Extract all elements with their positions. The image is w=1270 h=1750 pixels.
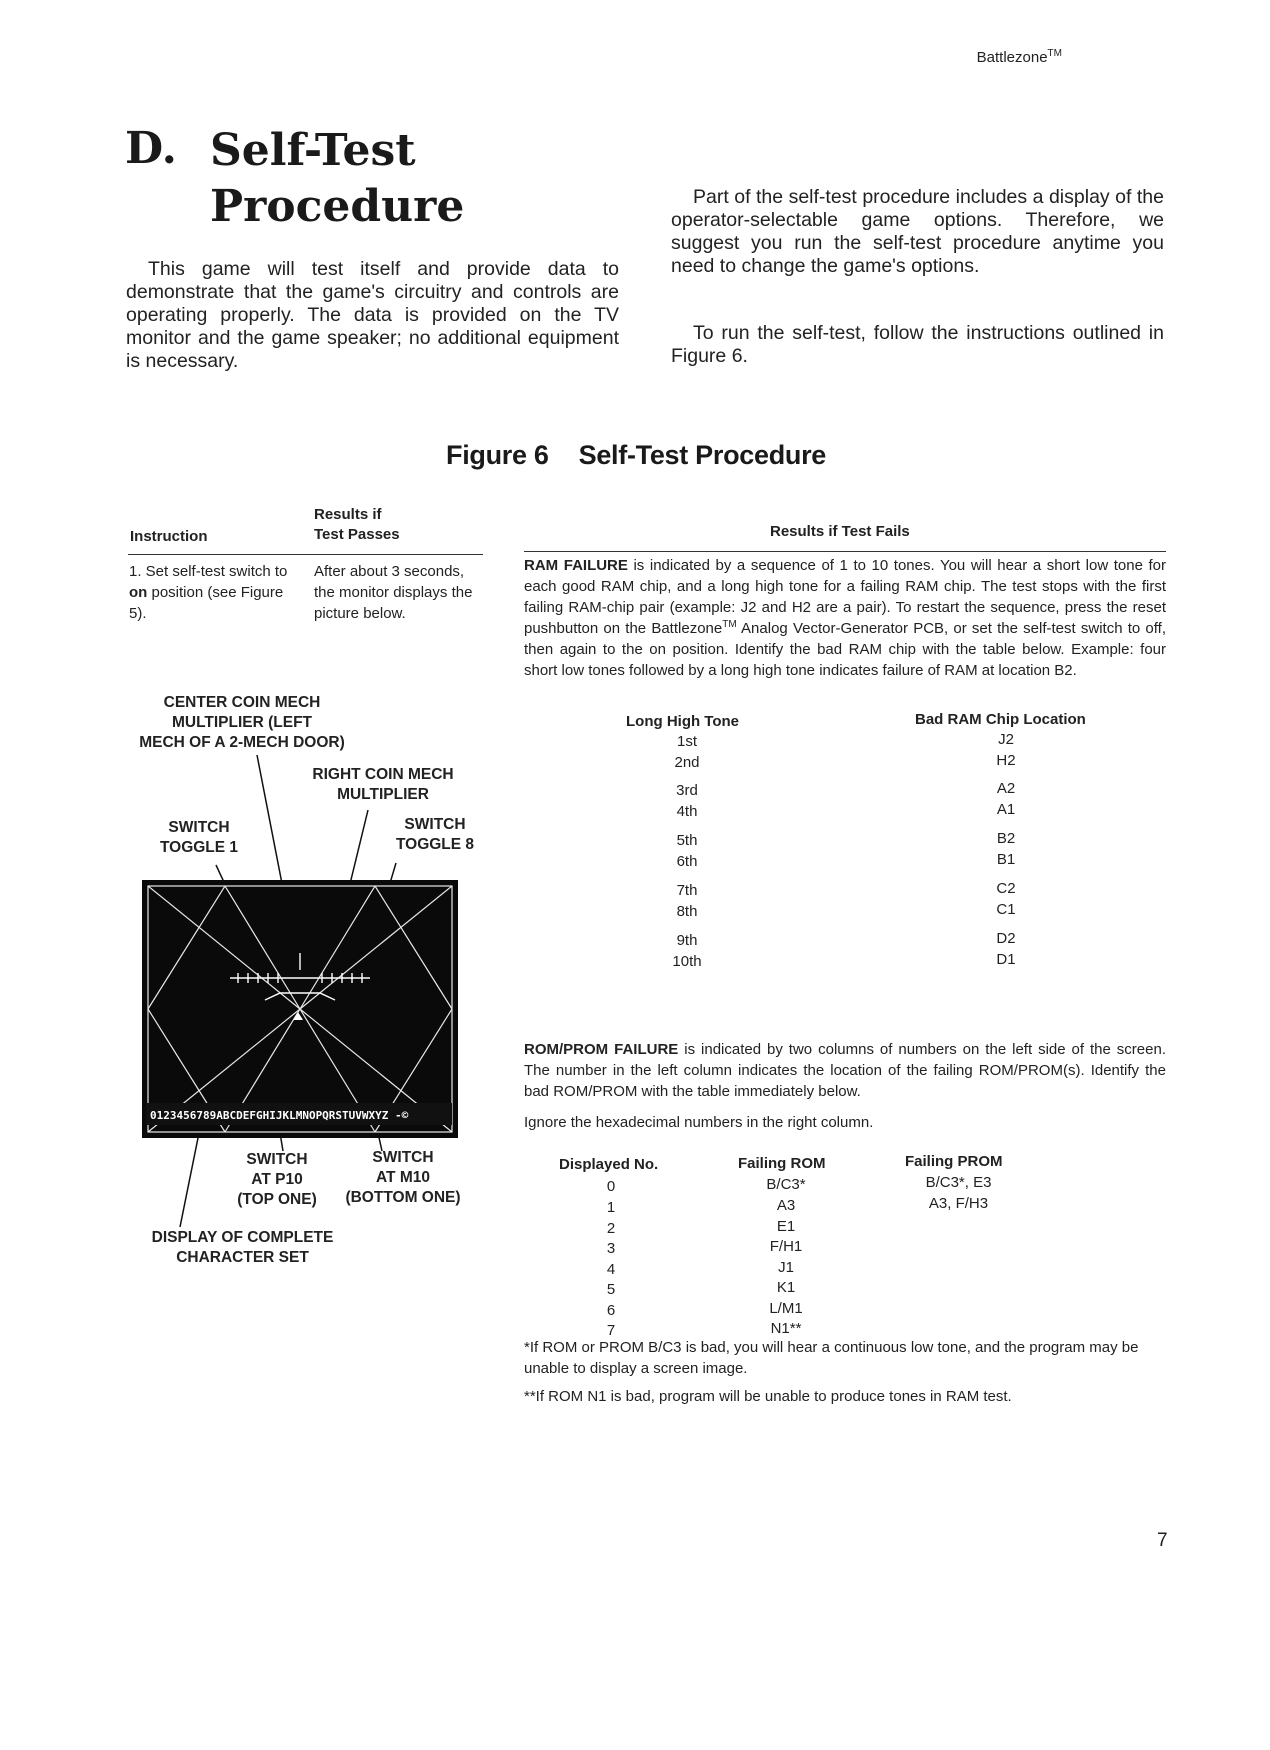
ram-table-header-tone: Long High Tone: [626, 713, 740, 730]
ram-table-location: A1: [996, 801, 1016, 818]
footnote-1: *If ROM or PROM B/C3 is bad, you will hear a continuous low tone, and the program may be unable to display a screen image.: [524, 1339, 1139, 1377]
rom-table-rom: B/C3*: [766, 1176, 806, 1193]
header-rule-left: [128, 554, 483, 555]
running-head-title: Battlezone: [976, 49, 1048, 66]
ram-table-header-location: Bad RAM Chip Location: [915, 711, 1086, 728]
rom-table-rom: F/H1: [769, 1238, 803, 1255]
label-sw8-line1: SWITCH: [404, 816, 466, 833]
ram-table-location: B2: [996, 830, 1016, 847]
rom-table-rom: J1: [778, 1259, 794, 1276]
label-m10-line2: AT M10: [376, 1169, 430, 1186]
ram-table-location: H2: [996, 752, 1016, 769]
intro-right-paragraph-1: Part of the self-test procedure includes a display of the operator-selectable game options. Therefore, we suggest you run the self-test procedure anytime you need to change the game's options.: [671, 186, 1164, 277]
ram-failure-tm: TM: [722, 619, 737, 630]
header-test-passes-line1: Results if: [314, 506, 382, 523]
section-letter: D.: [125, 123, 177, 174]
rom-failure-lead: ROM/PROM FAILURE: [524, 1041, 679, 1058]
header-test-passes: [314, 505, 400, 545]
rom-table-header-prom: Failing PROM: [905, 1153, 1003, 1170]
label-p10-line1: SWITCH: [246, 1151, 308, 1168]
running-head: [977, 48, 1062, 66]
label-right-line2: MULTIPLIER: [337, 786, 429, 803]
rom-table-number: 7: [606, 1322, 616, 1339]
label-sw1-line1: SWITCH: [168, 819, 230, 836]
rom-failure-note: Ignore the hexadecimal numbers in the right column.: [524, 1114, 874, 1131]
label-center-line1: CENTER COIN MECH: [163, 694, 321, 711]
trademark-mark: TM: [1047, 48, 1062, 59]
label-p10-line2: AT P10: [251, 1171, 303, 1188]
ram-table-tone: 7th: [676, 882, 698, 899]
label-right-line1: RIGHT COIN MECH: [312, 766, 454, 783]
rom-table-rom: A3: [776, 1197, 796, 1214]
ram-table-tone: 10th: [672, 953, 702, 970]
rom-table-number: 6: [606, 1302, 616, 1319]
rom-failure-text: is indicated by two columns of numbers on the left side of the screen. The number in the left column indicates the location of the failing ROM/PROM(s). Identify the bad ROM/PROM with the table immediately below.: [524, 1041, 1166, 1100]
label-center-coin-mech: [128, 693, 356, 753]
rom-failure-paragraph: [524, 1039, 1166, 1102]
rom-table-number: 2: [606, 1220, 616, 1237]
intro-left-paragraph: This game will test itself and provide data to demonstrate that the game's circuitry and controls are operating properly. The data is provided on the TV monitor and the game speaker; no additional equipment is necessary.: [126, 258, 619, 372]
rom-table-rom: N1**: [770, 1320, 802, 1337]
header-test-passes-line2: Test Passes: [314, 526, 400, 543]
ram-failure-lead: RAM FAILURE: [524, 557, 628, 574]
rom-table-header-rom: Failing ROM: [738, 1155, 826, 1172]
rom-table-rom: L/M1: [769, 1300, 803, 1317]
rom-table-prom: A3, F/H3: [928, 1195, 989, 1212]
label-p10-line3: (TOP ONE): [237, 1191, 317, 1208]
ram-failure-text-a: is indicated by a sequence of 1 to 10 tones. You will hear a short low tone for each good RAM chip, and a long high tone for a failing RAM chip. The test stops with the first failing RAM-chip pair (example: J2 and H2 are a pair). To restart the sequence, press the reset pushbutton on the Battlezone: [524, 557, 1167, 637]
ram-table-tone: 3rd: [676, 782, 698, 799]
rom-table-rom: E1: [776, 1218, 796, 1235]
figure-caption: Self-Test Procedure: [578, 440, 826, 470]
ram-table-location: D1: [996, 951, 1016, 968]
ram-table-tone: 6th: [676, 853, 698, 870]
ram-table-tone: 1st: [676, 733, 697, 750]
rom-table-header-number: Displayed No.: [559, 1156, 659, 1173]
self-test-screen-diagram: [120, 755, 480, 1255]
header-test-fails: Results if Test Fails: [770, 523, 910, 540]
ram-table-location: J2: [998, 731, 1014, 748]
instruction-suffix: position (see Figure 5).: [129, 584, 284, 622]
page-number: 7: [1157, 1530, 1168, 1551]
instruction-bold: on: [129, 584, 148, 601]
leader-charset: [180, 1133, 199, 1227]
ram-table-location: D2: [996, 930, 1016, 947]
rom-table-number: 1: [606, 1199, 616, 1216]
footnote-2: **If ROM N1 is bad, program will be unable to produce tones in RAM test.: [524, 1388, 1012, 1405]
label-center-line3: MECH OF A 2-MECH DOOR): [139, 734, 345, 751]
ram-table-tone: 2nd: [674, 754, 700, 771]
ram-table-location: B1: [996, 851, 1016, 868]
rom-table-prom: B/C3*, E3: [925, 1174, 992, 1191]
ram-table-tone: 8th: [676, 903, 698, 920]
label-sw8-line2: TOGGLE 8: [395, 836, 475, 853]
label-sw1-line2: TOGGLE 1: [159, 839, 239, 856]
ram-table-location: A2: [996, 780, 1016, 797]
rom-table-number: 0: [606, 1178, 616, 1195]
rom-table-rom: K1: [776, 1279, 796, 1296]
ram-table-tone: 5th: [676, 832, 698, 849]
figure-title: [446, 440, 826, 471]
ram-failure-paragraph: [524, 555, 1166, 681]
label-charset-line2: CHARACTER SET: [176, 1249, 309, 1266]
header-rule-right: [524, 551, 1166, 552]
passes-text: After about 3 seconds, the monitor displays the picture below.: [314, 563, 473, 622]
ram-failure-text-b: Analog Vector-Generator PCB, or set the self-test switch to off, then again to the on position. Identify the bad RAM chip with the table below. Example: four short low tones followed by a long high tone indicates failure of RAM at location B2.: [524, 620, 1167, 679]
section-title-line1: Self-Test: [210, 125, 416, 176]
label-m10-line1: SWITCH: [372, 1149, 434, 1166]
figure-number: Figure 6: [446, 440, 549, 470]
rom-table-number: 5: [606, 1281, 616, 1298]
ram-table-location: C1: [996, 901, 1016, 918]
label-charset-line1: DISPLAY OF COMPLETE: [151, 1229, 334, 1246]
section-title-line2: Procedure: [210, 181, 465, 232]
rom-table-number: 4: [606, 1261, 616, 1278]
instruction-prefix: 1. Set self-test switch to: [129, 563, 288, 580]
rom-table-number: 3: [606, 1240, 616, 1257]
header-instruction: Instruction: [130, 528, 208, 545]
character-set-text: 0123456789ABCDEFGHIJKLMNOPQRSTUVWXYZ -©: [150, 1109, 409, 1122]
ram-table-location: C2: [996, 880, 1016, 897]
intro-right-paragraph-2: To run the self-test, follow the instructions outlined in Figure 6.: [671, 322, 1164, 367]
label-center-line2: MULTIPLIER (LEFT: [171, 714, 313, 731]
label-m10-line3: (BOTTOM ONE): [345, 1189, 461, 1206]
ram-table-tone: 9th: [676, 932, 698, 949]
instruction-step-1: [129, 561, 299, 624]
ram-table-tone: 4th: [676, 803, 698, 820]
section-title: [210, 123, 464, 235]
